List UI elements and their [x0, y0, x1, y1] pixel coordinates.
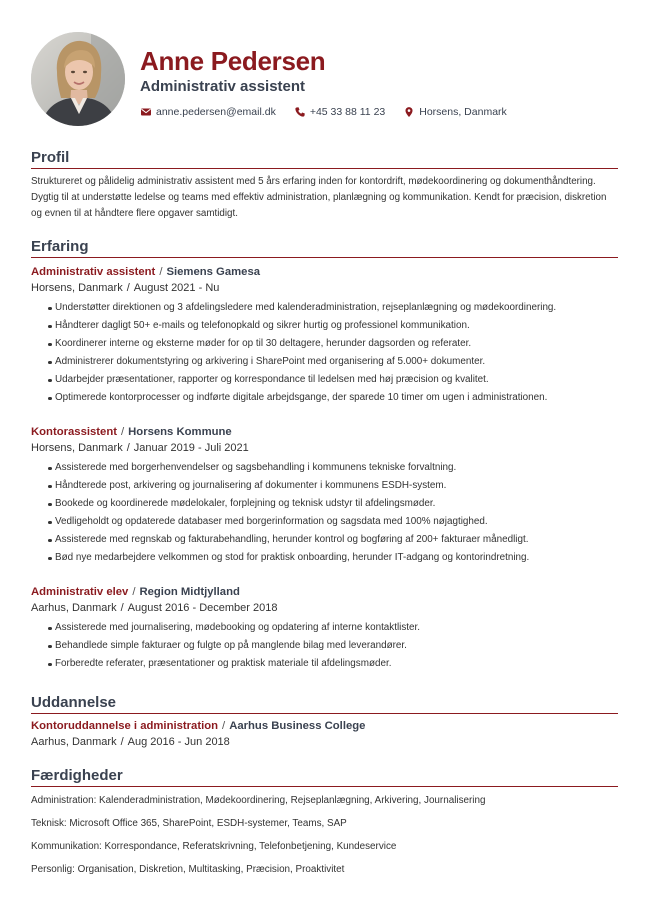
job-company: Region Midtjylland	[139, 586, 240, 598]
location-pin-icon	[403, 106, 415, 118]
list-item: Håndterer dagligt 50+ e-mails og telefonopkald og sikrer hurtig og professionel kommunikation.	[55, 317, 618, 335]
skill-line: Kommunikation: Korrespondance, Referatskrivning, Telefonbetjening, Kundeservice	[31, 841, 397, 852]
separator: /	[222, 720, 226, 732]
separator: /	[159, 266, 163, 278]
job-location: Horsens, Danmark	[31, 282, 123, 294]
profile-section	[31, 148, 618, 222]
resume-page	[31, 32, 618, 878]
list-item: Understøtter direktionen og 3 afdelingsledere med kalenderadministration, rejseplanlægning og mødekoordinering.	[55, 299, 618, 317]
section-heading-experience: Erfaring	[31, 237, 618, 258]
phone-icon	[294, 106, 306, 118]
education-degree: Kontoruddannelse i administration	[31, 720, 219, 732]
job-period: Januar 2019 - Juli 2021	[133, 442, 249, 454]
list-item: Assisterede med regnskab og fakturabehandling, herunder kontrol og bogføring af 200+ fakturaer månedligt.	[55, 531, 618, 549]
job-role: Administrativ assistent	[31, 266, 156, 278]
job-location: Horsens, Danmark	[31, 442, 123, 454]
job-heading	[31, 585, 618, 600]
contact-row	[140, 106, 525, 118]
contact-email[interactable]	[140, 106, 276, 118]
profile-text: Struktureret og pålidelig administrativ assistent med 5 års erfaring inden for kontordrift, mødekoordinering og dokumenthåndtering. Dygtig til at understøtte ledelse og teams med effektiv administration, planlægning og kommunikation. Kendt for præcision, diskretion og evnen til at håndtere flere opgaver samtidigt.	[31, 176, 607, 219]
education-school: Aarhus Business College	[229, 720, 366, 732]
list-item: Behandlede simple fakturaer og fulgte op på manglende bilag med leverandører.	[55, 637, 618, 655]
list-item: Forberedte referater, præsentationer og praktisk materiale til afdelingsmøder.	[55, 655, 618, 673]
education-heading	[31, 719, 618, 734]
list-item: Assisterede med borgerhenvendelser og sagsbehandling i kommunens tekniske forvaltning.	[55, 459, 618, 477]
skills-section	[31, 766, 618, 878]
job-period: August 2016 - December 2018	[127, 602, 278, 614]
education-location: Aarhus, Danmark	[31, 736, 117, 748]
list-item: Bookede og koordinerede mødelokaler, forplejning og teknisk udstyr til afdelingsmøder.	[55, 495, 618, 513]
profile-photo	[31, 32, 125, 126]
separator: /	[126, 282, 130, 294]
list-item: Bød nye medarbejdere velkommen og stod for praktisk onboarding, herunder IT-adgang og kontorindretning.	[55, 549, 618, 567]
job-company: Horsens Kommune	[128, 426, 232, 438]
job-role: Kontorassistent	[31, 426, 117, 438]
job-bullets	[31, 459, 618, 567]
job-entry	[31, 585, 618, 673]
job-company: Siemens Gamesa	[166, 266, 261, 278]
education-entry	[31, 719, 618, 750]
job-meta	[31, 280, 618, 296]
list-item: Administrerer dokumentstyring og arkivering i SharePoint med organisering af 5.000+ dokumenter.	[55, 353, 618, 371]
job-role: Administrativ elev	[31, 586, 129, 598]
job-period: August 2021 - Nu	[133, 282, 220, 294]
section-heading-skills: Færdigheder	[31, 766, 618, 787]
job-meta	[31, 600, 618, 616]
job-heading	[31, 425, 618, 440]
separator: /	[120, 602, 124, 614]
education-meta	[31, 734, 618, 750]
mail-icon	[140, 106, 152, 118]
section-heading-education: Uddannelse	[31, 693, 618, 714]
phone-text: +45 33 88 11 23	[309, 106, 386, 118]
job-bullets	[31, 619, 618, 673]
list-item: Udarbejder præsentationer, rapporter og korrespondance til ledelsen med høj præcision og kvalitet.	[55, 371, 618, 389]
separator: /	[126, 442, 130, 454]
job-location: Aarhus, Danmark	[31, 602, 117, 614]
list-item: Optimerede kontorprocesser og indførte digitale arbejdsgange, der sparede 10 timer om ugen i administrationen.	[55, 389, 618, 407]
job-entry	[31, 425, 618, 567]
skill-line: Personlig: Organisation, Diskretion, Multitasking, Præcision, Proaktivitet	[31, 864, 345, 875]
separator: /	[132, 586, 136, 598]
list-item: Vedligeholdt og opdaterede databaser med borgerinformation og sagsdata med 100% nøjagtighed.	[55, 513, 618, 531]
candidate-name: Anne Pedersen	[140, 46, 326, 76]
separator: /	[121, 426, 125, 438]
skill-line: Teknisk: Microsoft Office 365, SharePoint, ESDH-systemer, Teams, SAP	[31, 818, 347, 829]
section-heading-profile: Profil	[31, 148, 618, 169]
location-text: Horsens, Danmark	[419, 106, 507, 118]
job-entry	[31, 265, 618, 407]
separator: /	[120, 736, 124, 748]
skill-line: Administration: Kalenderadministration, Mødekoordinering, Rejseplanlægning, Arkivering, Journalisering	[31, 795, 486, 806]
list-item: Assisterede med journalisering, mødebooking og opdatering af interne kontaktlister.	[55, 619, 618, 637]
education-period: Aug 2016 - Jun 2018	[127, 736, 230, 748]
job-heading	[31, 265, 618, 280]
list-item: Håndterede post, arkivering og journalisering af dokumenter i kommunens ESDH-system.	[55, 477, 618, 495]
resume-header	[31, 32, 618, 126]
contact-phone[interactable]	[294, 106, 385, 118]
job-bullets	[31, 299, 618, 407]
email-text: anne.pedersen@email.dk	[156, 106, 276, 118]
job-meta	[31, 440, 618, 456]
contact-location	[403, 106, 507, 118]
education-section	[31, 693, 618, 750]
candidate-title: Administrativ assistent	[140, 78, 306, 95]
experience-section	[31, 237, 618, 673]
list-item: Koordinerer interne og eksterne møder for op til 30 deltagere, herunder dagsorden og referater.	[55, 335, 618, 353]
